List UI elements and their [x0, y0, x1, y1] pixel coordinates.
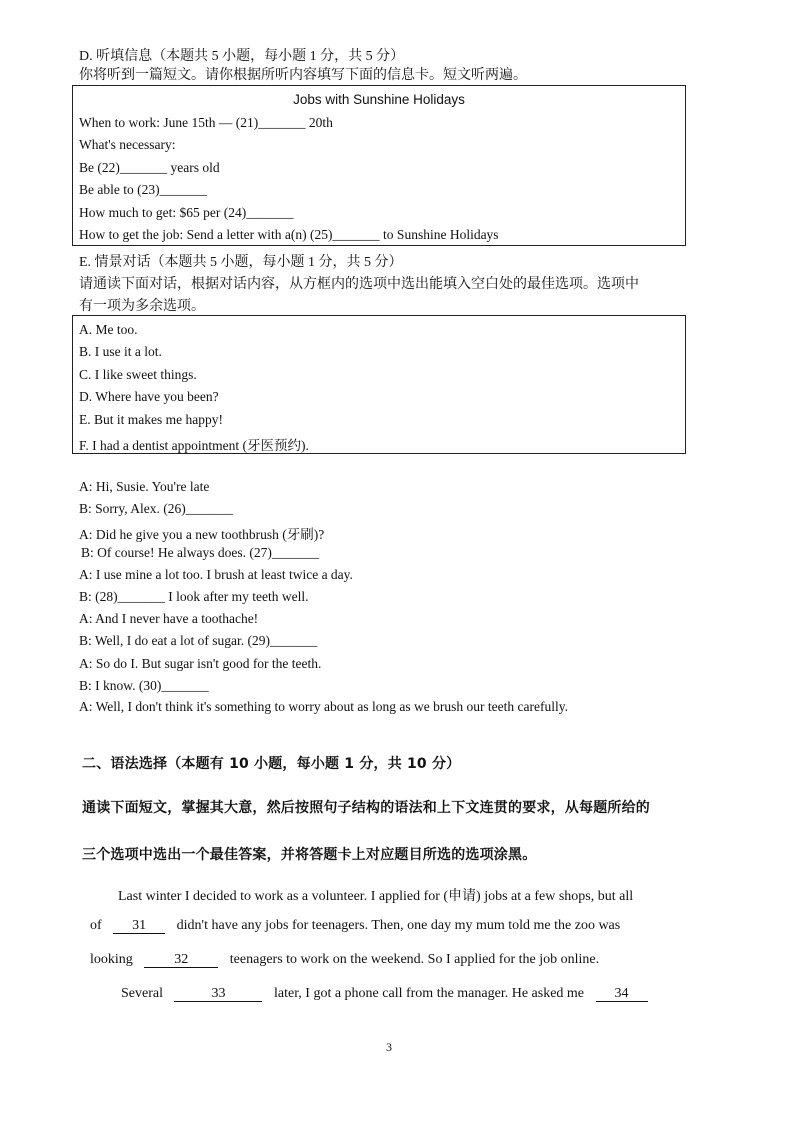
option-c: C. I like sweet things.: [79, 367, 197, 382]
passage-line-4: [121, 986, 648, 1002]
section-e-instruction-2: 有一项为多余选项。: [79, 299, 205, 314]
part-two-heading: 二、语法选择（本题有 10 小题，每小题 1 分，共 10 分）: [82, 756, 461, 772]
blank-33: 33: [174, 987, 262, 1002]
blank-32: 32: [144, 953, 218, 968]
option-f: F. I had a dentist appointment (牙医预约).: [79, 438, 309, 453]
option-a: A. Me too.: [79, 322, 138, 337]
section-e-instruction-1: 请通读下面对话，根据对话内容，从方框内的选项中选出能填入空白处的最佳选项。选项中: [79, 277, 639, 292]
dialogue-line: B: Sorry, Alex. (26)_______: [79, 501, 233, 516]
dialogue-line: B: (28)_______ I look after my teeth well.: [79, 589, 309, 604]
info-card-line-able: Be able to (23)_______: [79, 182, 207, 197]
option-d: D. Where have you been?: [79, 389, 219, 404]
info-card-line-pay: How much to get: $65 per (24)_______: [79, 205, 294, 220]
passage-line-2: [90, 918, 620, 934]
dialogue-line: A: Did he give you a new toothbrush (牙刷)?: [79, 527, 325, 542]
dialogue-line: B: I know. (30)_______: [79, 678, 209, 693]
section-d-heading: D. 听填信息（本题共 5 小题，每小题 1 分，共 5 分）: [79, 49, 405, 64]
options-box: [72, 315, 686, 454]
passage-text: Several: [121, 986, 163, 1001]
dialogue-line: A: So do I. But sugar isn't good for the teeth.: [79, 656, 322, 671]
dialogue-line: A: Hi, Susie. You're late: [79, 479, 210, 494]
dialogue-line: A: I use mine a lot too. I brush at least twice a day.: [79, 567, 353, 582]
dialogue-line: B: Of course! He always does. (27)_______: [81, 545, 320, 560]
option-e: E. But it makes me happy!: [79, 412, 223, 427]
dialogue-line: B: Well, I do eat a lot of sugar. (29)_______: [79, 633, 318, 648]
passage-text: teenagers to work on the weekend. So I applied for the job online.: [229, 952, 600, 967]
dialogue-line: A: Well, I don't think it's something to worry about as long as we brush our teeth carefully.: [79, 699, 568, 714]
section-d-instruction: 你将听到一篇短文。请你根据所听内容填写下面的信息卡。短文听两遍。: [79, 68, 527, 83]
blank-34: 34: [596, 987, 648, 1002]
info-card: [72, 85, 686, 246]
passage-text: didn't have any jobs for teenagers. Then, one day my mum told me the zoo was: [176, 918, 621, 933]
passage-text: looking: [90, 952, 133, 967]
passage-line-3: [90, 952, 599, 968]
blank-31: 31: [113, 919, 165, 934]
part-two-instruction-2: 三个选项中选出一个最佳答案，并将答题卡上对应题目所选的选项涂黑。: [82, 847, 537, 863]
info-card-line-age: Be (22)_______ years old: [79, 160, 220, 175]
info-card-line-necessary: What's necessary:: [79, 137, 176, 152]
dialogue-line: A: And I never have a toothache!: [79, 611, 259, 626]
info-card-title: Jobs with Sunshine Holidays: [293, 92, 465, 107]
info-card-line-howto: How to get the job: Send a letter with a(n) (25)_______ to Sunshine Holidays: [79, 227, 499, 242]
passage-text: of: [90, 918, 102, 933]
section-e-heading: E. 情景对话（本题共 5 小题，每小题 1 分，共 5 分）: [79, 255, 403, 270]
part-two-instruction-1: 通读下面短文，掌握其大意，然后按照句子结构的语法和上下文连贯的要求，从每题所给的: [82, 800, 650, 816]
passage-text: later, I got a phone call from the manager. He asked me: [273, 986, 585, 1001]
option-b: B. I use it a lot.: [79, 344, 162, 359]
passage-line-1: Last winter I decided to work as a volunteer. I applied for (申请) jobs at a few shops, but all: [118, 889, 634, 904]
page-number: 3: [386, 1040, 392, 1054]
info-card-line-when: When to work: June 15th — (21)_______ 20th: [79, 115, 333, 130]
